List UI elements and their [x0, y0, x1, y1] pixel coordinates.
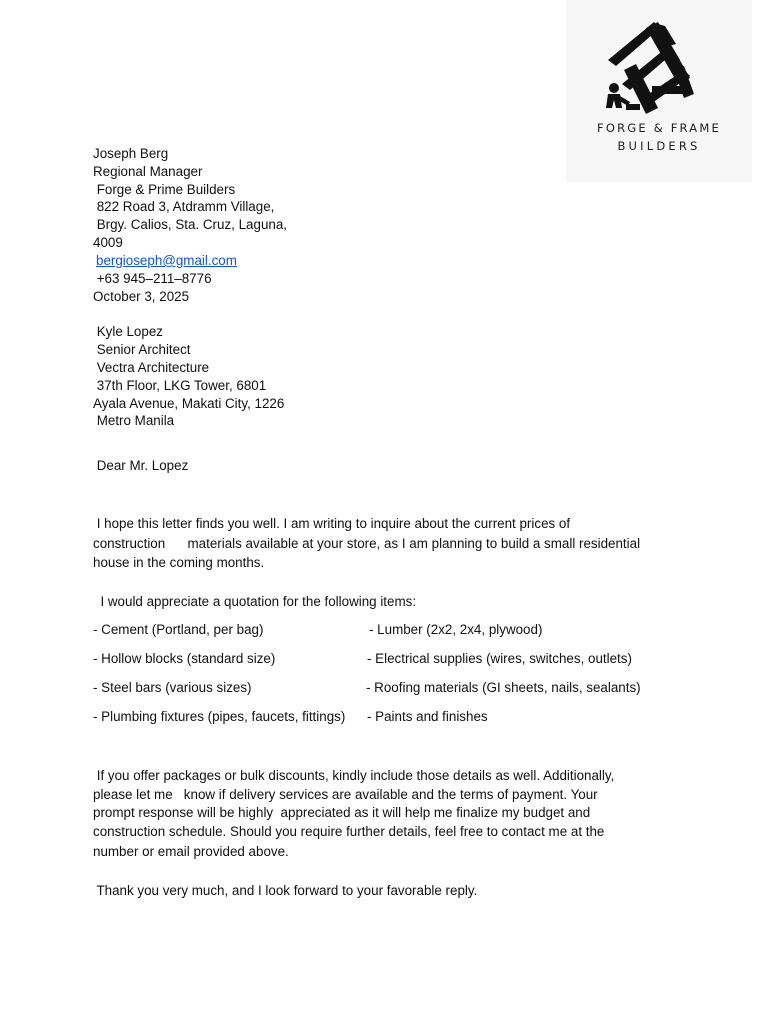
item-list-right: - Roofing materials (GI sheets, nails, sealants): [366, 680, 641, 695]
paragraph-2: I would appreciate a quotation for the following items:: [93, 594, 417, 609]
item-list-left: - Hollow blocks (standard size): [93, 651, 276, 666]
item-list-right: - Paints and finishes: [367, 709, 488, 724]
closing-line: Thank you very much, and I look forward to your favorable reply.: [93, 883, 478, 898]
sender-email-text[interactable]: bergioseph@gmail.com: [96, 253, 237, 268]
paragraph-1-line-1: I hope this letter finds you well. I am writing to inquire about the current prices of: [93, 516, 571, 531]
sender-phone: +63 945–211–8776: [93, 271, 212, 286]
sender-address-line3: 4009: [93, 235, 123, 250]
paragraph-1-line-2: construction materials available at your store, as I am planning to build a small residential: [93, 536, 641, 551]
recipient-address-line2: Ayala Avenue, Makati City, 1226: [93, 396, 285, 411]
sender-title: Regional Manager: [93, 164, 203, 179]
recipient-address-line3: Metro Manila: [93, 413, 175, 428]
paragraph-3-line-1: If you offer packages or bulk discounts, kindly include those details as well. Additionally,: [93, 768, 615, 783]
recipient-company: Vectra Architecture: [93, 360, 210, 375]
sender-address-line2: Brgy. Calios, Sta. Cruz, Laguna,: [93, 217, 288, 232]
item-list-right: - Electrical supplies (wires, switches, outlets): [367, 651, 632, 666]
company-logo: [566, 0, 752, 182]
item-list-left: - Plumbing fixtures (pipes, faucets, fittings): [93, 709, 346, 724]
sender-name: Joseph Berg: [93, 146, 169, 161]
salutation: Dear Mr. Lopez: [93, 458, 189, 473]
item-list-left: - Cement (Portland, per bag): [93, 622, 264, 637]
paragraph-3-line-5: number or email provided above.: [93, 844, 289, 859]
recipient-title: Senior Architect: [93, 342, 191, 357]
sender-address-line1: 822 Road 3, Atdramm Village,: [93, 199, 275, 214]
paragraph-3-line-4: construction schedule. Should you require further details, feel free to contact me at the: [93, 824, 605, 839]
paragraph-1-line-3: house in the coming months.: [93, 555, 265, 570]
item-list-right: - Lumber (2x2, 2x4, plywood): [369, 622, 543, 637]
logo-subtitle: BUILDERS: [617, 139, 701, 153]
logo-wordmark: FORGE & FRAME: [597, 121, 721, 135]
sender-company: Forge & Prime Builders: [93, 182, 236, 197]
sender-email-link[interactable]: [96, 252, 237, 270]
letter-date: October 3, 2025: [93, 289, 190, 304]
paragraph-3-line-2: please let me know if delivery services are available and the terms of payment. Your: [93, 787, 598, 802]
recipient-address-line1: 37th Floor, LKG Tower, 6801: [93, 378, 267, 393]
item-list-left: - Steel bars (various sizes): [93, 680, 252, 695]
paragraph-3-line-3: prompt response will be highly appreciated as it will help me finalize my budget and: [93, 805, 591, 820]
recipient-name: Kyle Lopez: [93, 324, 163, 339]
builder-ladder-icon: [566, 0, 752, 120]
